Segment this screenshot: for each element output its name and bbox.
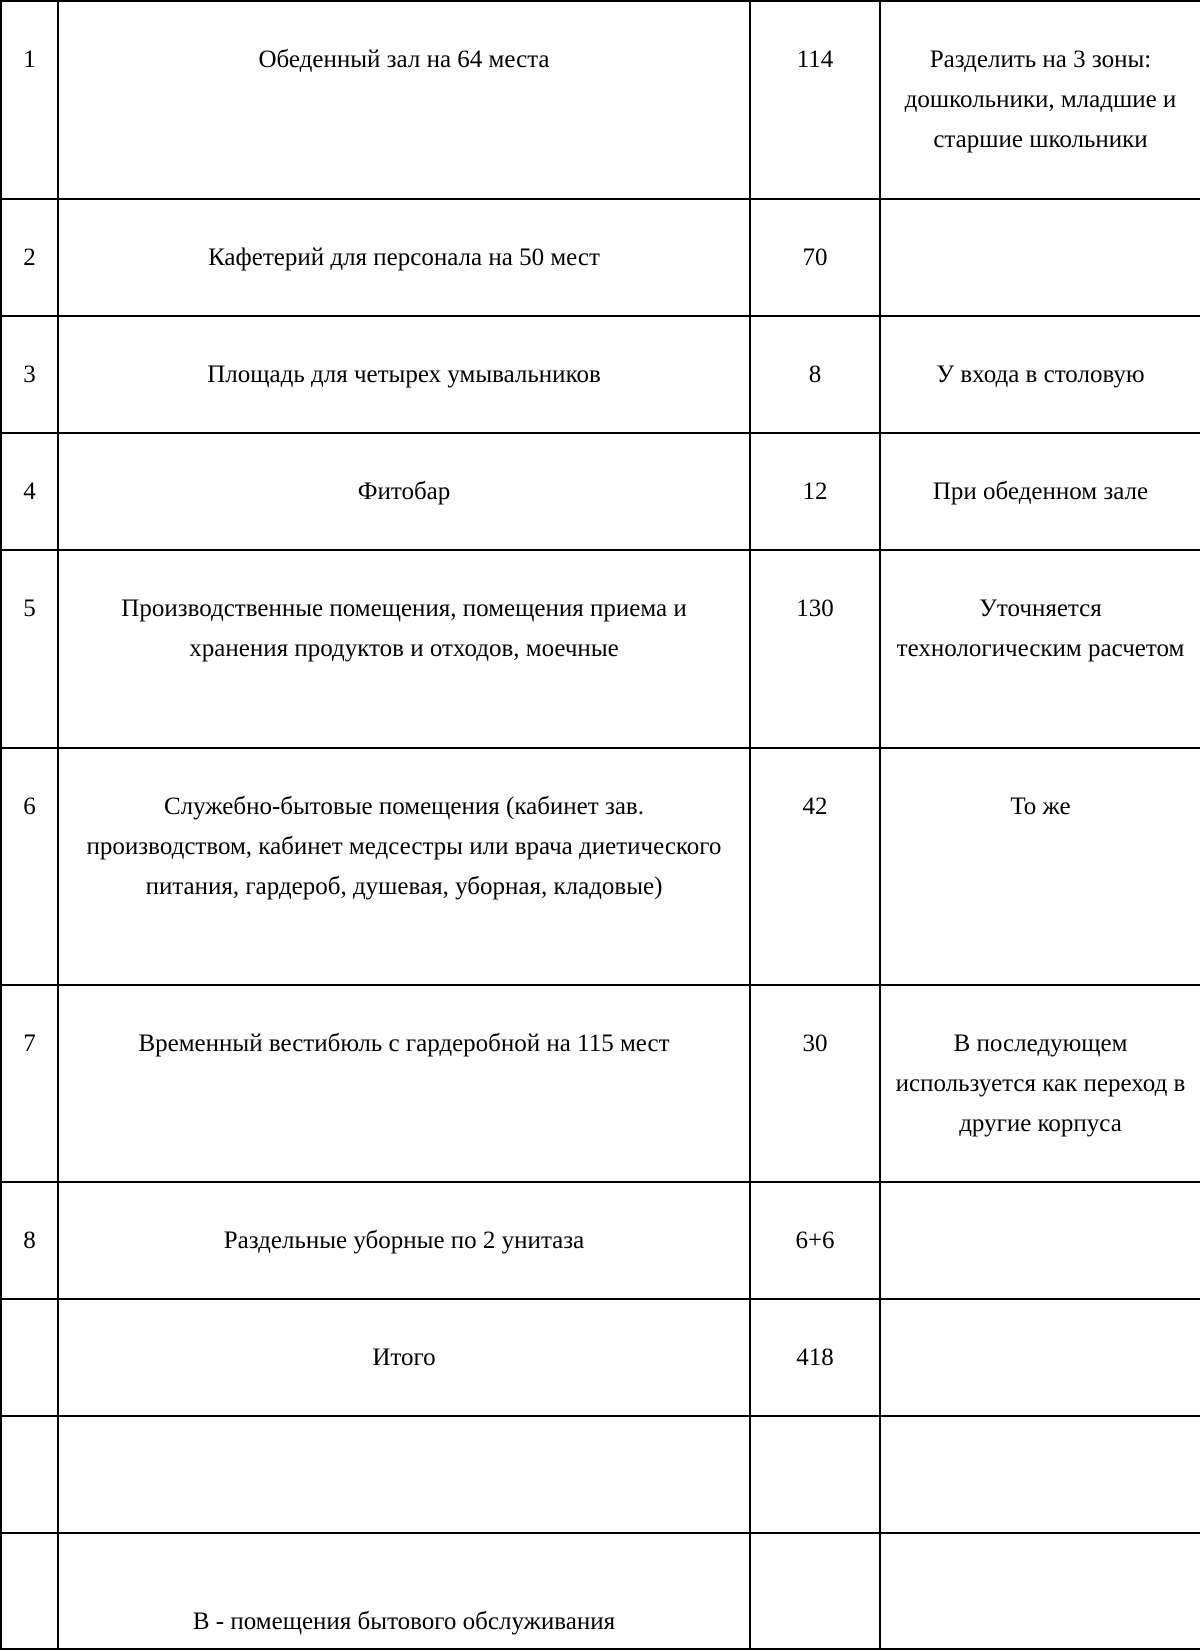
room-name: Фитобар <box>58 433 750 550</box>
room-name: Временный вестибюль с гардеробной на 115 мест <box>58 985 750 1182</box>
room-note <box>880 199 1200 316</box>
room-note <box>880 1299 1200 1416</box>
row-number: 1 <box>1 1 58 199</box>
row-number <box>1 1299 58 1416</box>
room-name: Кафетерий для персонала на 50 мест <box>58 199 750 316</box>
room-area: 30 <box>750 985 880 1182</box>
room-note <box>880 1416 1200 1533</box>
table-row <box>1 1416 1200 1533</box>
room-name: Служебно-бытовые помещения (кабинет зав. производством, кабинет медсестры или врача диетического питания, гардероб, душевая, уборная, кладовые) <box>58 748 750 985</box>
row-number: 7 <box>1 985 58 1182</box>
room-area: 8 <box>750 316 880 433</box>
row-number: 4 <box>1 433 58 550</box>
room-area <box>750 1533 880 1649</box>
section-heading: В - помещения бытового обслуживания <box>58 1533 750 1649</box>
total-area: 418 <box>750 1299 880 1416</box>
room-area <box>750 1416 880 1533</box>
row-number: 2 <box>1 199 58 316</box>
table-row <box>1 199 1200 316</box>
room-area: 12 <box>750 433 880 550</box>
room-note <box>880 1533 1200 1649</box>
table-row <box>1 1182 1200 1299</box>
table-row <box>1 1299 1200 1416</box>
room-note: У входа в столовую <box>880 316 1200 433</box>
table-row <box>1 316 1200 433</box>
table-row <box>1 550 1200 748</box>
room-name <box>58 1416 750 1533</box>
room-name: Производственные помещения, помещения приема и хранения продуктов и отходов, моечные <box>58 550 750 748</box>
room-note <box>880 1182 1200 1299</box>
table-row <box>1 433 1200 550</box>
room-area: 114 <box>750 1 880 199</box>
total-label: Итого <box>58 1299 750 1416</box>
room-note: Уточняется технологическим расчетом <box>880 550 1200 748</box>
table-row <box>1 748 1200 985</box>
row-number: 6 <box>1 748 58 985</box>
room-name: Площадь для четырех умывальников <box>58 316 750 433</box>
row-number: 3 <box>1 316 58 433</box>
room-area: 70 <box>750 199 880 316</box>
row-number <box>1 1416 58 1533</box>
table-row <box>1 985 1200 1182</box>
room-note: Разделить на 3 зоны: дошкольники, младшие и старшие школьники <box>880 1 1200 199</box>
row-number: 8 <box>1 1182 58 1299</box>
table-row <box>1 1533 1200 1649</box>
table-row <box>1 1 1200 199</box>
room-area: 42 <box>750 748 880 985</box>
room-area: 130 <box>750 550 880 748</box>
room-name: Обеденный зал на 64 места <box>58 1 750 199</box>
room-note: То же <box>880 748 1200 985</box>
row-number: 5 <box>1 550 58 748</box>
row-number <box>1 1533 58 1649</box>
room-note: В последующем используется как переход в другие корпуса <box>880 985 1200 1182</box>
room-area: 6+6 <box>750 1182 880 1299</box>
room-note: При обеденном зале <box>880 433 1200 550</box>
room-name: Раздельные уборные по 2 унитаза <box>58 1182 750 1299</box>
